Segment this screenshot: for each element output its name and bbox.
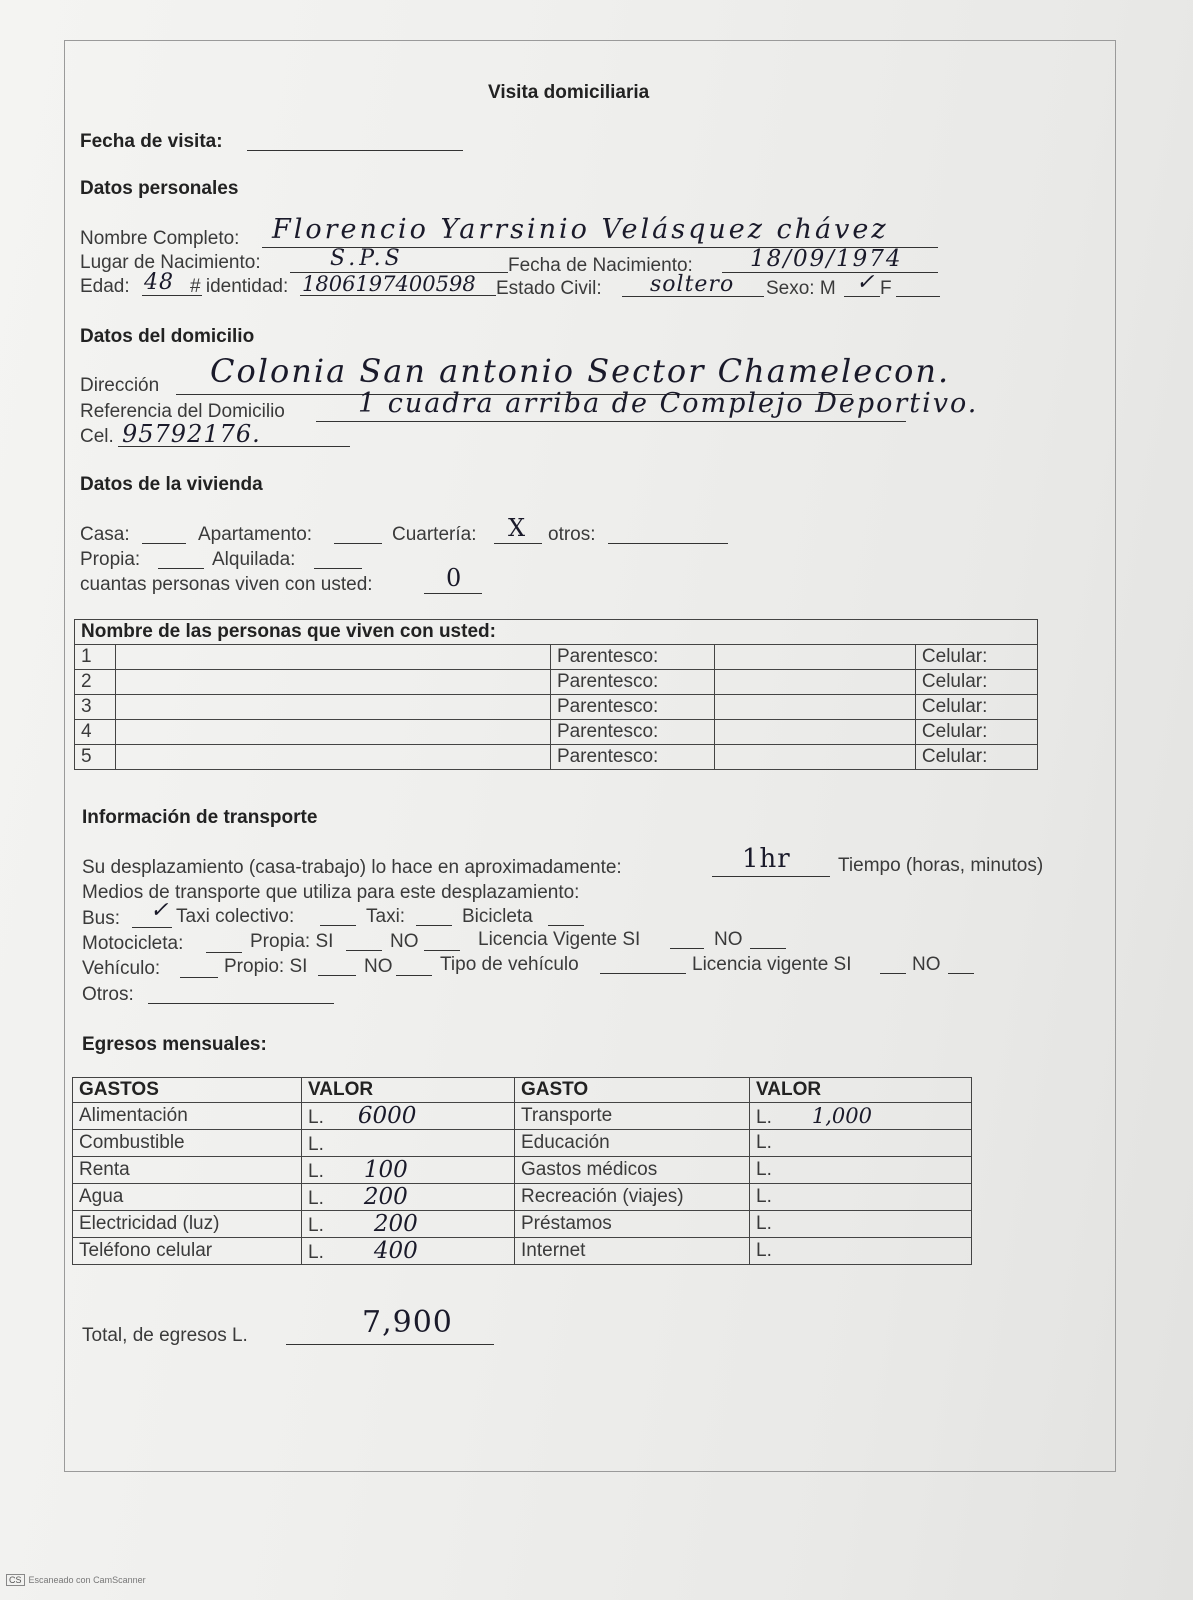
expense-name: Teléfono celular [73, 1238, 302, 1265]
resident-name-cell [115, 670, 550, 695]
reference-value: 1 cuadra arriba de Complejo Deportivo. [358, 388, 979, 419]
vehiculo-no-label: NO [364, 956, 393, 977]
camscanner-logo: CS [6, 1574, 25, 1586]
sex-f-label: F [880, 278, 892, 299]
vehiculo-label: Vehículo: [82, 958, 161, 979]
moto-label: Motocicleta: [82, 933, 184, 954]
id-label: # identidad: [190, 276, 289, 297]
resident-name-cell [115, 695, 550, 720]
bus-mark: ✓ [150, 898, 170, 923]
name-value: Florencio Yarrsinio Velásquez chávez [272, 214, 889, 245]
residents-heading: Nombre de las personas que viven con usted: [75, 620, 1038, 645]
cell-label: Celular: [915, 745, 1037, 770]
civil-value: soltero [650, 272, 735, 297]
scanner-text: Escaneado con CamScanner [28, 1575, 146, 1585]
row-number: 3 [75, 695, 116, 720]
expense-value-cell [302, 1184, 515, 1211]
commute-label: Su desplazamiento (casa-trabajo) lo hace en aproximadamente: [82, 857, 622, 878]
phone-value: 95792176. [122, 420, 261, 448]
currency-label: L. [756, 1186, 772, 1207]
transport-heading: Información de transporte [82, 807, 318, 828]
personal-heading: Datos personales [80, 178, 239, 199]
gasto-header: GASTO [515, 1078, 750, 1103]
relation-label: Parentesco: [550, 645, 714, 670]
expense-value: 200 [363, 1184, 408, 1210]
moto-licencia-no-line [750, 948, 786, 949]
apartamento-line [334, 543, 382, 544]
taxi-line [416, 925, 452, 926]
expense-value-cell [750, 1157, 972, 1184]
expenses-heading: Egresos mensuales: [82, 1034, 267, 1055]
birthdate-line [722, 272, 938, 273]
vehiculo-line [180, 977, 218, 978]
cuarteria-mark: X [508, 514, 527, 542]
resident-name-cell [115, 645, 550, 670]
valor2-header: VALOR [750, 1078, 972, 1103]
expense-name: Internet [515, 1238, 750, 1265]
total-line [286, 1344, 494, 1345]
phone-label: Cel. [80, 426, 114, 447]
expense-name: Alimentación [73, 1103, 302, 1130]
name-label: Nombre Completo: [80, 228, 240, 249]
reference-line [316, 421, 906, 422]
expense-value-cell [750, 1211, 972, 1238]
cell-label: Celular: [915, 645, 1037, 670]
table-row [73, 1103, 972, 1130]
civil-label: Estado Civil: [496, 278, 602, 299]
commute-line [712, 876, 830, 877]
relation-cell [714, 745, 915, 770]
expense-value: 6000 [357, 1103, 417, 1129]
expense-name: Recreación (viajes) [515, 1184, 750, 1211]
commute-unit: Tiempo (horas, minutos) [838, 855, 1044, 876]
expense-name: Combustible [73, 1130, 302, 1157]
table-row [75, 645, 1038, 670]
table-row [75, 670, 1038, 695]
birthdate-label: Fecha de Nacimiento: [508, 255, 693, 276]
scanner-footer [6, 1574, 146, 1586]
expense-value-cell [750, 1103, 972, 1130]
apartamento-label: Apartamento: [198, 524, 313, 545]
moto-propia-label: Propia: SI [250, 931, 334, 952]
relation-label: Parentesco: [550, 720, 714, 745]
transport-otros-line [148, 1003, 334, 1004]
sex-label: Sexo: M [766, 278, 836, 299]
valor-header: VALOR [302, 1078, 515, 1103]
cuarteria-line [494, 543, 542, 544]
expense-value: 1,000 [811, 1103, 872, 1128]
cell-label: Celular: [915, 695, 1037, 720]
alquilada-label: Alquilada: [212, 549, 296, 570]
moto-no-label: NO [390, 931, 419, 952]
casa-label: Casa: [80, 524, 130, 545]
moto-licencia-label: Licencia Vigente SI [478, 929, 641, 950]
tipo-line [600, 973, 686, 974]
expense-value-cell [302, 1238, 515, 1265]
expense-name: Renta [73, 1157, 302, 1184]
table-row [73, 1157, 972, 1184]
sex-mark: ✓ [856, 270, 876, 295]
people-line [424, 593, 482, 594]
otros-label: otros: [548, 524, 596, 545]
vehiculo-propio-label: Propio: SI [224, 956, 308, 977]
currency-label: L. [308, 1215, 324, 1236]
expense-value-cell [302, 1211, 515, 1238]
residents-table [74, 619, 1038, 770]
table-row [73, 1184, 972, 1211]
birthdate-value: 18/09/1974 [750, 246, 903, 272]
sex-f-line [896, 296, 940, 297]
currency-label: L. [308, 1134, 324, 1155]
otros-line [608, 543, 728, 544]
expense-name: Electricidad (luz) [73, 1211, 302, 1238]
expense-name: Agua [73, 1184, 302, 1211]
total-label: Total, de egresos L. [82, 1325, 248, 1346]
people-label: cuantas personas viven con usted: [80, 574, 373, 595]
currency-label: L. [308, 1107, 324, 1128]
taxi-colectivo-line [320, 925, 356, 926]
visit-date-line [247, 150, 463, 151]
cuarteria-label: Cuartería: [392, 524, 477, 545]
table-row [73, 1211, 972, 1238]
taxi-label: Taxi: [366, 906, 406, 927]
birthplace-value: S.P.S [330, 246, 404, 271]
birthplace-label: Lugar de Nacimiento: [80, 252, 261, 273]
expense-value-cell [750, 1238, 972, 1265]
expense-value-cell [750, 1130, 972, 1157]
expense-value: 200 [373, 1211, 418, 1237]
table-row [75, 745, 1038, 770]
tipo-label: Tipo de vehículo [440, 954, 579, 975]
bicicleta-line [548, 925, 584, 926]
id-value: 1806197400598 [302, 272, 476, 296]
vehiculo-licencia-no-label: NO [912, 954, 941, 975]
currency-label: L. [756, 1240, 772, 1261]
expense-value-cell [302, 1157, 515, 1184]
resident-name-cell [115, 720, 550, 745]
row-number: 5 [75, 745, 116, 770]
vehiculo-propio-si-line [318, 975, 356, 976]
expense-value: 400 [373, 1238, 418, 1264]
domicile-heading: Datos del domicilio [80, 326, 255, 347]
propia-label: Propia: [80, 549, 141, 570]
currency-label: L. [308, 1161, 324, 1182]
expense-name: Educación [515, 1130, 750, 1157]
expense-value-cell [302, 1130, 515, 1157]
visit-date-label: Fecha de visita: [80, 131, 223, 152]
alquilada-line [314, 568, 362, 569]
resident-name-cell [115, 745, 550, 770]
expense-value-cell [302, 1103, 515, 1130]
table-row [75, 695, 1038, 720]
currency-label: L. [756, 1106, 772, 1128]
vehiculo-no-line [396, 975, 432, 976]
bus-line [132, 927, 172, 928]
housing-heading: Datos de la vivienda [80, 474, 263, 495]
means-label: Medios de transporte que utiliza para este desplazamiento: [82, 882, 580, 903]
propia-line [158, 568, 204, 569]
moto-licencia-si-line [670, 948, 704, 949]
cell-label: Celular: [915, 670, 1037, 695]
currency-label: L. [756, 1159, 772, 1180]
relation-cell [714, 645, 915, 670]
currency-label: L. [308, 1188, 324, 1209]
moto-no-line [424, 950, 460, 951]
bicicleta-label: Bicicleta [462, 906, 533, 927]
expense-name: Gastos médicos [515, 1157, 750, 1184]
reference-label: Referencia del Domicilio [80, 401, 285, 422]
commute-value: 1hr [742, 844, 791, 874]
expense-name: Transporte [515, 1103, 750, 1130]
relation-label: Parentesco: [550, 745, 714, 770]
row-number: 2 [75, 670, 116, 695]
relation-cell [714, 670, 915, 695]
table-row [73, 1130, 972, 1157]
vehiculo-licencia-label: Licencia vigente SI [692, 954, 852, 975]
moto-propia-si-line [346, 950, 382, 951]
age-value: 48 [144, 270, 174, 295]
total-value: 7,900 [362, 1305, 453, 1340]
currency-label: L. [756, 1132, 772, 1153]
taxi-colectivo-label: Taxi colectivo: [176, 906, 295, 927]
people-value: 0 [446, 564, 463, 592]
row-number: 1 [75, 645, 116, 670]
relation-cell [714, 720, 915, 745]
relation-label: Parentesco: [550, 670, 714, 695]
row-number: 4 [75, 720, 116, 745]
address-label: Dirección [80, 375, 160, 396]
moto-licencia-no-label: NO [714, 929, 743, 950]
currency-label: L. [308, 1242, 324, 1263]
table-row [75, 720, 1038, 745]
gastos-header: GASTOS [73, 1078, 302, 1103]
vehiculo-licencia-si-line [880, 973, 906, 974]
moto-line [206, 952, 242, 953]
relation-cell [714, 695, 915, 720]
bus-label: Bus: [82, 908, 121, 929]
sex-m-line [844, 296, 880, 297]
age-label: Edad: [80, 276, 130, 297]
form-title: Visita domiciliaria [488, 82, 650, 103]
vehiculo-licencia-no-line [948, 973, 974, 974]
expenses-table [72, 1077, 972, 1265]
address-value: Colonia San antonio Sector Chamelecon. [210, 352, 951, 390]
relation-label: Parentesco: [550, 695, 714, 720]
table-row [73, 1238, 972, 1265]
casa-line [142, 543, 186, 544]
transport-otros-label: Otros: [82, 984, 134, 1005]
expense-value-cell [750, 1184, 972, 1211]
cell-label: Celular: [915, 720, 1037, 745]
expense-name: Préstamos [515, 1211, 750, 1238]
currency-label: L. [756, 1213, 772, 1234]
expense-value: 100 [363, 1157, 408, 1183]
